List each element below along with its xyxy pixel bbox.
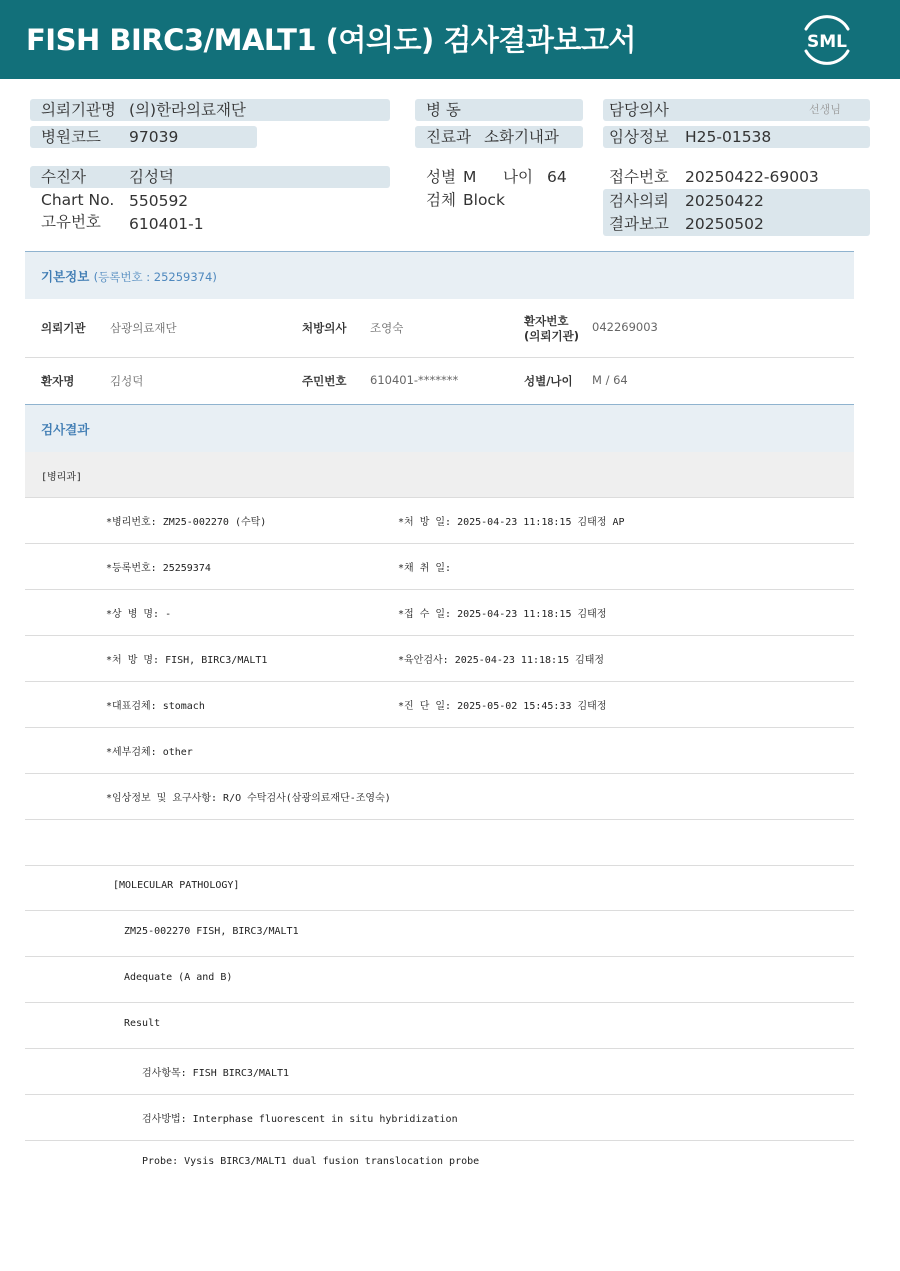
sex-value: M [463,168,477,186]
request-label: 검사의뢰 [609,192,669,210]
result-field-left: *세부검체: other [106,747,193,758]
report-label: 결과보고 [609,215,669,233]
result-row-divider [25,635,854,636]
blank-row-divider [25,865,854,866]
specimen-label: 검체 [426,191,456,209]
row2-label-1: 환자명 [41,374,75,388]
hospital-code-label: 병원코드 [41,128,101,146]
institution-label: 의뢰기관명 [41,101,116,119]
row2-value-1: 김성덕 [110,374,144,388]
ward-label: 병 동 [426,101,461,119]
specimen-value: Block [463,191,505,209]
molecular-line: Probe: Vysis BIRC3/MALT1 dual fusion translocation probe [142,1156,480,1167]
row1-label-3b: (의뢰기관) [524,329,579,343]
receipt-value: 20250422-69003 [685,168,819,186]
unique-value: 610401-1 [129,215,204,233]
age-value: 64 [547,168,567,186]
result-field-right: *처 방 일: 2025-04-23 11:18:15 김태정 AP [398,517,625,528]
unique-label: 고유번호 [41,213,101,231]
row1-label-1: 의뢰기관 [41,321,86,335]
sml-logo-icon [798,11,856,69]
molecular-line: Result [124,1018,161,1029]
result-field-right: *채 취 일: [398,563,452,574]
result-row-divider [25,681,854,682]
clinical-label: 임상정보 [609,128,669,146]
basic-info-row-1 [25,299,854,358]
result-field-right: *진 단 일: 2025-05-02 15:45:33 김태정 [398,701,607,712]
row1-label-3a: 환자번호 [524,314,569,328]
result-field-left: *처 방 명: FISH, BIRC3/MALT1 [106,655,268,666]
molecular-line: [MOLECULAR PATHOLOGY] [113,880,240,891]
basic-info-header [25,251,854,299]
dept-value: 소화기내과 [484,128,559,146]
basic-info-row-2 [25,358,854,404]
result-field-left: *등록번호: 25259374 [106,563,211,574]
clinical-value: H25-01538 [685,128,772,146]
row1-value-1: 삼광의료재단 [110,321,177,335]
result-field-left: *병리번호: ZM25-002270 (수탁) [106,517,267,528]
logo-text: SML [807,32,847,52]
result-row-divider [25,589,854,590]
chart-value: 550592 [129,192,189,210]
result-field-left: *임상정보 및 요구사항: R/O 수탁검사(삼광의료재단-조영숙) [106,793,391,804]
molecular-row-divider [25,1140,854,1141]
molecular-line: ZM25-002270 FISH, BIRC3/MALT1 [124,926,299,937]
molecular-row-divider [25,910,854,911]
row2-value-2: 610401-******* [370,373,459,387]
molecular-line: 검사방법: Interphase fluorescent in situ hybridization [142,1114,458,1125]
molecular-line: 검사항목: FISH BIRC3/MALT1 [142,1068,290,1079]
row2-label-3: 성별/나이 [524,374,573,388]
age-label: 나이 [503,168,533,186]
doctor-label: 담당의사 [609,101,669,119]
result-row-divider [25,773,854,774]
request-value: 20250422 [685,192,764,210]
patient-value: 김성덕 [129,168,174,186]
row2-value-3: M / 64 [592,373,628,387]
sex-label: 성별 [426,168,456,186]
report-title: FISH BIRC3/MALT1 (여의도) 검사결과보고서 [26,23,636,57]
result-field-right: *육안검사: 2025-04-23 11:18:15 김태정 [398,655,605,666]
doctor-suffix: 선생님 [809,103,841,116]
dept-tag: [병리과] [41,472,83,483]
basic-info-reg: (등록번호 : 25259374) [93,270,217,284]
patient-label: 수진자 [41,168,86,186]
row1-label-2: 처방의사 [302,321,347,335]
report-header [0,0,900,79]
result-field-left: *대표검체: stomach [106,701,205,712]
row1-value-2: 조영숙 [370,321,404,335]
molecular-line: Adequate (A and B) [124,972,233,983]
report-value: 20250502 [685,215,764,233]
result-row-divider [25,727,854,728]
result-field-left: *상 병 명: - [106,609,172,620]
receipt-label: 접수번호 [609,168,669,186]
results-header [25,404,854,452]
dept-tag-row [25,452,854,498]
molecular-row-divider [25,956,854,957]
molecular-row-divider [25,1002,854,1003]
result-row-divider [25,819,854,820]
molecular-row-divider [25,1094,854,1095]
hospital-code-value: 97039 [129,128,179,146]
dept-label: 진료과 [426,128,471,146]
chart-label: Chart No. [41,191,115,209]
result-field-right: *접 수 일: 2025-04-23 11:18:15 김태정 [398,609,607,620]
results-title: 검사결과 [41,422,90,437]
result-row-divider [25,543,854,544]
molecular-row-divider [25,1048,854,1049]
row2-label-2: 주민번호 [302,374,347,388]
row1-value-3: 042269003 [592,320,658,334]
basic-info-title: 기본정보 [41,269,90,284]
institution-value: (의)한라의료재단 [129,101,246,119]
